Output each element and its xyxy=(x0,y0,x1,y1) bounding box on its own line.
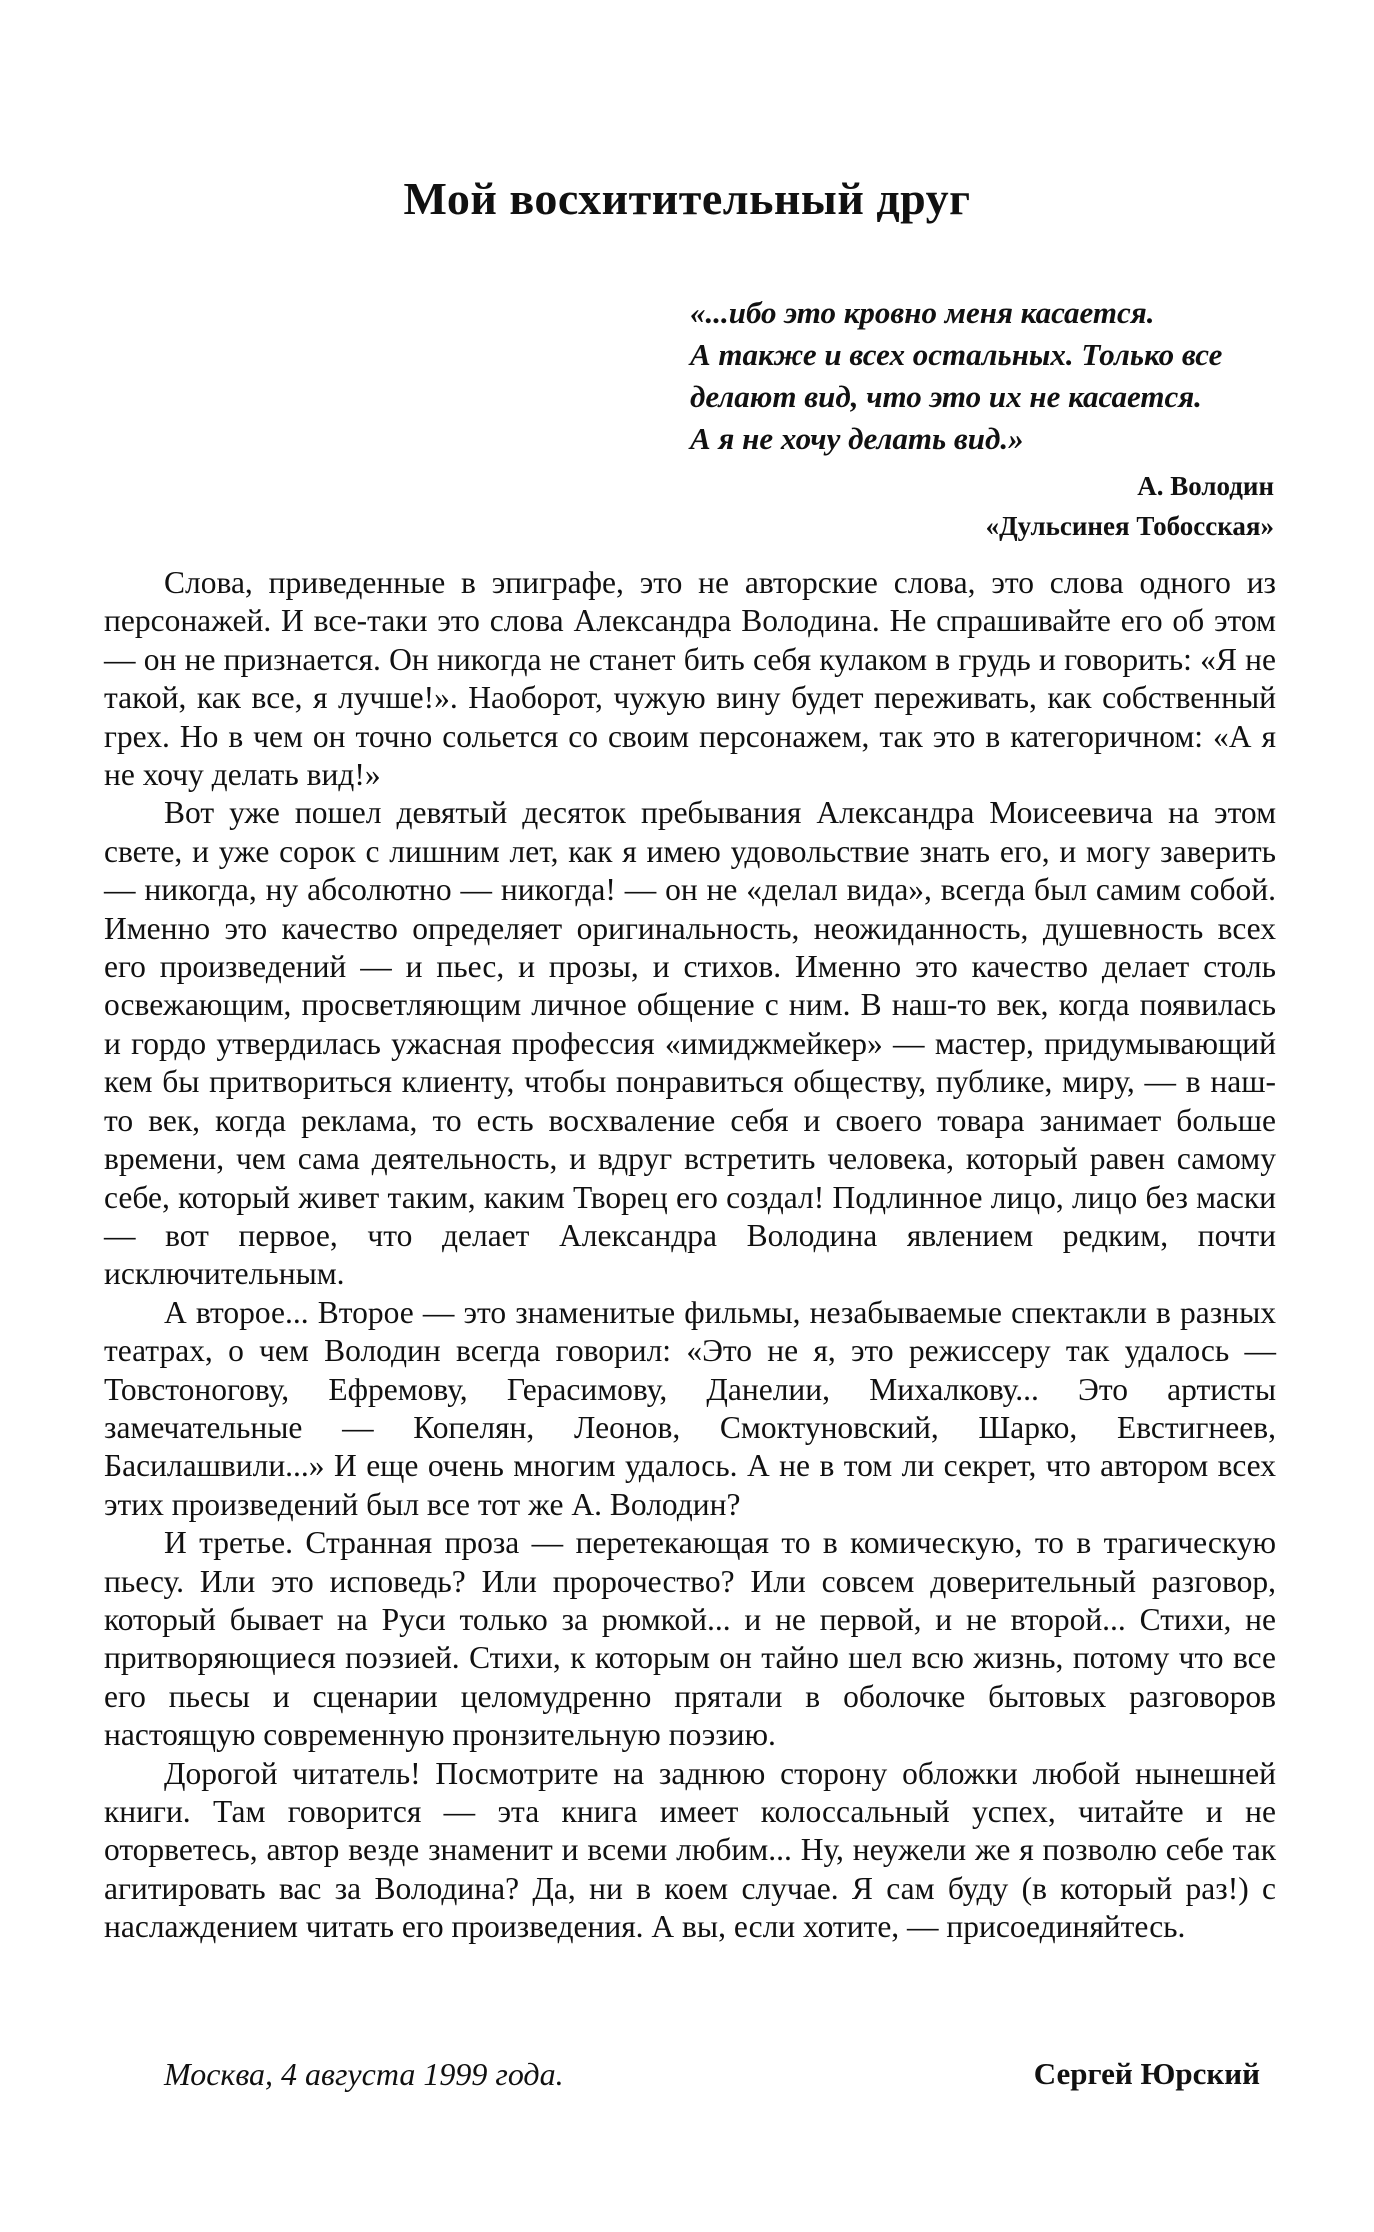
paragraph: Слова, приведенные в эпиграфе, это не авторские слова, это слова одного из персонажей. И все-таки это слова Александра Володина. Не спрашивайте его об этом — он не признается. Он никогда не станет бить себя кулаком в грудь и говорить: «Я не такой, как все, я лучше!». Наоборот, чужую вину будет переживать, как собственный грех. Но в чем он точно сольется со своим персонажем, так это в категоричном: «А я не хочу делать вид!» xyxy=(104,565,1276,793)
page-title: Мой восхитительный друг xyxy=(403,173,971,224)
place-date: Москва, 4 августа 1999 года. xyxy=(164,2056,564,2092)
signature-row xyxy=(104,2056,1260,2100)
paragraph: И третье. Странная проза — перетекающая то в комическую, то в трагическую пьесу. Или это исповедь? Или пророчество? Или совсем доверительный разговор, который бывает на Руси только за рюмкой... и не первой, и не второй... Стихи, не притворяющиеся поэзией. Стихи, к которым он тайно шел всю жизнь, потому что все его пьесы и сценарии целомудренно прятали в оболочке бытовых разговоров настоящую современную пронзительную поэзию. xyxy=(104,1525,1276,1753)
paragraph: Дорогой читатель! Посмотрите на заднюю сторону обложки любой нынешней книги. Там говорится — эта книга имеет колоссальный успех, читайте и не оторветесь, автор везде знаменит и всеми любим... Ну, неужели же я позволю себе так агитировать вас за Володина? Да, ни в коем случае. Я сам буду (в который раз!) с наслаждением читать его произведения. А вы, если хотите, — присоединяйтесь. xyxy=(104,1755,1276,1945)
epigraph-attribution xyxy=(986,466,1274,546)
article-body xyxy=(104,564,1276,1947)
epigraph-line: А я не хочу делать вид.» xyxy=(690,421,1024,456)
epigraph-author: А. Володин xyxy=(1137,471,1274,501)
epigraph-line: делают вид, что это их не касается. xyxy=(690,379,1202,414)
epigraph-source: «Дульсинея Тобосская» xyxy=(985,511,1274,541)
paragraph: А второе... Второе — это знаменитые фильмы, незабываемые спектакли в разных театрах, о чем Володин всегда говорил: «Это не я, это режиссеру так удалось — Товстоногову, Ефремову, Герасимову, Данелии, Михалкову... Это артисты замечательные — Копелян, Леонов, Смоктуновский, Шарко, Евстигнеев, Басилашвили...» И еще очень многим удалось. А не в том ли секрет, что автором всех этих произведений был все тот же А. Володин? xyxy=(104,1294,1276,1522)
epigraph-line: «...ибо это кровно меня касается. xyxy=(690,295,1155,330)
epigraph xyxy=(690,292,1290,460)
epigraph-line: А также и всех остальных. Только все xyxy=(690,337,1223,372)
signature: Сергей Юрский xyxy=(1033,2056,1260,2091)
paragraph: Вот уже пошел девятый десяток пребывания Александра Моисеевича на этом свете, и уже сорок с лишним лет, как я имею удовольствие знать его, и могу заверить — никогда, ну абсолютно — никогда! — он не «делал вида», всегда был самим собой. Именно это качество определяет оригинальность, неожиданность, душевность всех его произведений — и пьес, и прозы, и стихов. Именно это качество делает столь освежающим, просветляющим личное общение с ним. В наш-то век, когда появилась и гордо утвердилась ужасная профессия «имиджмейкер» — мастер, придумывающий кем бы притвориться клиенту, чтобы понравиться обществу, публике, миру, — в наш-то век, когда реклама, то есть восхваление себя и своего товара занимает больше времени, чем сама деятельность, и вдруг встретить человека, который равен самому себе, который живет таким, каким Творец его создал! Подлинное лицо, лицо без маски — вот первое, что делает Александра Володина явлением редким, почти исключительным. xyxy=(104,795,1276,1292)
